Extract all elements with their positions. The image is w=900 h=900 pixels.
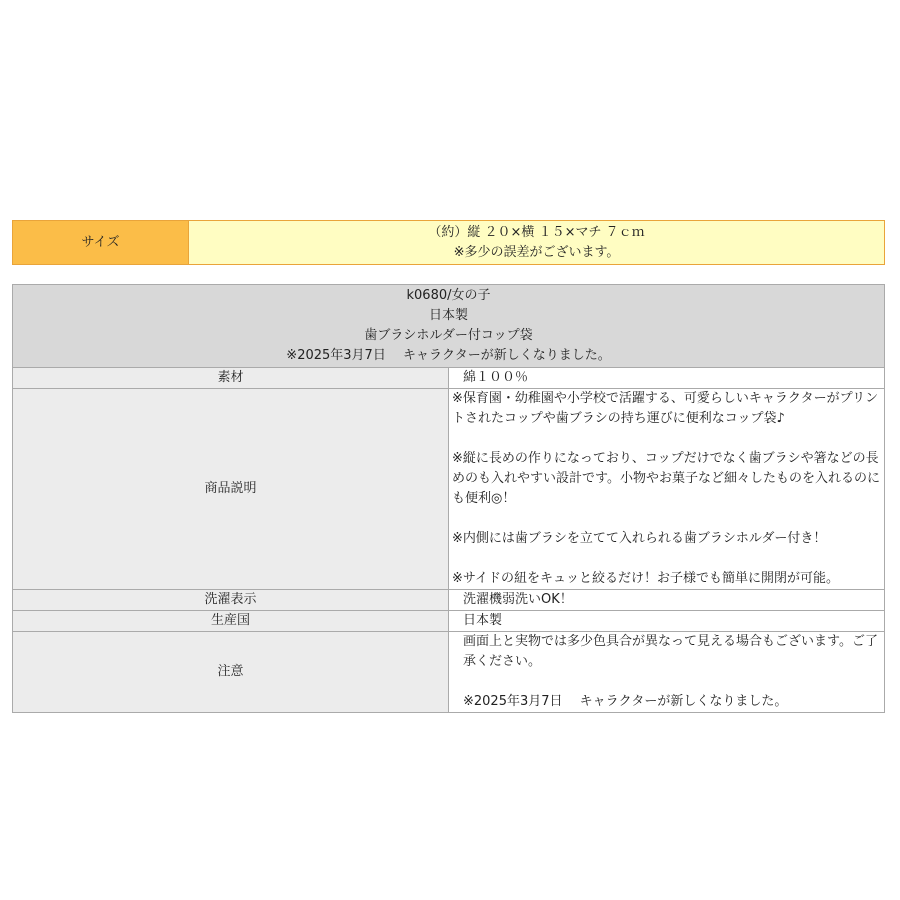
notes-row [13, 632, 885, 713]
size-tolerance-note: ※多少の誤差がございます。 [453, 244, 620, 260]
washing-row [13, 590, 885, 611]
notes-label: 注意 [13, 632, 449, 713]
description-paragraph-3: ※内側には歯ブラシを立てて入れられる歯ブラシホルダー付き！ [452, 531, 827, 546]
description-paragraph-1: ※保育園・幼稚園や小学校で活躍する、可愛らしいキャラクターがプリントされたコップや歯ブラシの持ち運びに便利なコップ袋♪ [452, 391, 879, 426]
size-label: サイズ [13, 221, 189, 265]
description-row [13, 389, 885, 590]
size-dimensions: （約）縦 ２０×横 １５×マチ ７ｃｍ [428, 224, 645, 240]
product-name: 歯ブラシホルダー付コップ袋 [364, 328, 533, 343]
washing-value: 洗濯機弱洗いOK！ [449, 590, 885, 611]
material-row [13, 368, 885, 389]
material-label: 素材 [13, 368, 449, 389]
origin-label: 生産国 [13, 611, 449, 632]
material-value: 綿１００％ [449, 368, 885, 389]
product-code: k0680/女の子 [406, 288, 491, 303]
size-row [13, 221, 885, 265]
spec-header-row [13, 285, 885, 368]
spec-table [12, 284, 885, 713]
washing-label: 洗濯表示 [13, 590, 449, 611]
description-paragraph-4: ※サイドの紐をキュッと絞るだけ！お子様でも簡単に開閉が可能。 [452, 571, 839, 586]
origin-row [13, 611, 885, 632]
character-update-note: ※2025年3月7日 キャラクターが新しくなりました。 [286, 348, 611, 363]
size-value [189, 221, 885, 265]
description-label: 商品説明 [13, 389, 449, 590]
description-value [449, 389, 885, 590]
notes-value [449, 632, 885, 713]
notes-character-update: ※2025年3月7日 キャラクターが新しくなりました。 [463, 694, 788, 709]
made-in-label: 日本製 [428, 308, 468, 323]
notes-color-disclaimer: 画面上と実物では多少色具合が異なって見える場合もございます。ご了承ください。 [463, 634, 878, 669]
spec-header [13, 285, 885, 368]
origin-value: 日本製 [449, 611, 885, 632]
size-table [12, 220, 885, 265]
description-paragraph-2: ※縦に長めの作りになっており、コップだけでなく歯ブラシや箸などの長めのも入れやすい設計です。小物やお菓子など細々したものを入れるのにも便利◎！ [452, 451, 880, 506]
